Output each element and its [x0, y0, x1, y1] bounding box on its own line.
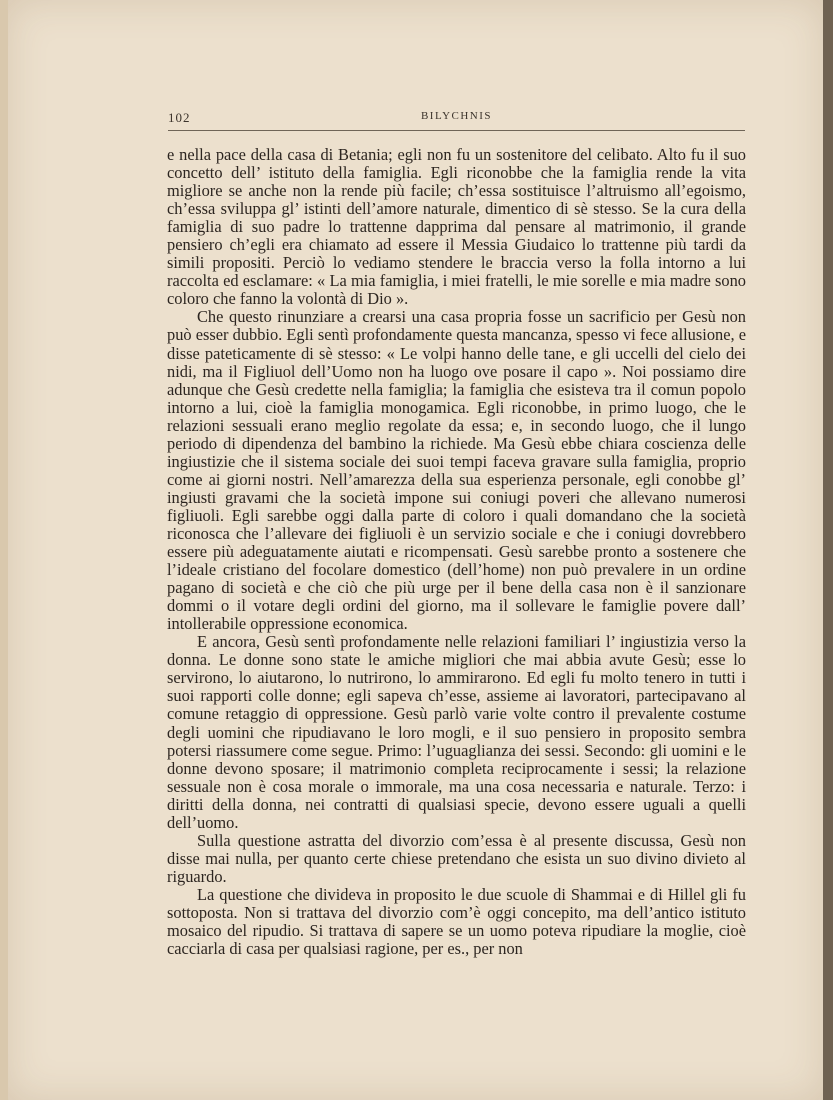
paragraph: E ancora, Gesù sentì profondamente nelle relazioni familiari l’ ingiustizia verso la donna. Le donne sono state le amiche migliori che mai abbia avute Gesù; esse lo servirono, lo aiutarono, lo nutrirono, lo ammirarono. Ed egli fu molto tenero in tutti i suoi rapporti colle donne; egli sapeva ch’esse, assieme ai lavoratori, partecipavano al comune retaggio di oppressione. Gesù parlò varie volte contro il prevalente costume degli uomini che ripudiavano le loro mogli, e il suo pensiero in proposito sembra potersi riassumere come segue. Primo: l’uguaglianza dei sessi. Secondo: gli uomini e le donne devono sposare; il matrimonio completa reciprocamente i sessi; la relazione sessuale non è cosa morale o immorale, ma una cosa necessaria e naturale. Terzo: i diritti della donna, nei contratti di qualsiasi specie, devono essere uguali a quelli dell’uomo.	[167, 632, 746, 832]
paragraph: e nella pace della casa di Betania; egli non fu un sostenitore del celibato. Alto fu il suo concetto dell’ istituto della famiglia. Egli riconobbe che la famiglia rende la vita migliore se anche non la rende più facile; ch’essa sostituisce l’altruismo all’egoismo, ch’essa sviluppa gl’ istinti dell’amore naturale, dimentico di sè stesso. Se la cura della famiglia di suo padre lo trattenne dapprima dal pensare al matrimonio, il grande pensiero ch’egli era chiamato ad essere il Messia Giudaico lo trattenne più tardi da simili propositi. Perciò lo vediamo stendere le braccia verso la folla intorno a lui raccolta ed esclamare: « La mia famiglia, i miei fratelli, le mie sorelle e mia madre sono coloro che fanno la volontà di Dio ».	[167, 145, 746, 309]
paragraph: Sulla questione astratta del divorzio com’essa è al presente discussa, Gesù non disse mai nulla, per quanto certe chiese pretendano che esista un suo divino divieto al riguardo.	[167, 830, 746, 886]
page-header	[168, 108, 745, 131]
paragraph: Che questo rinunziare a crearsi una casa propria fosse un sacrificio per Gesù non può esser dubbio. Egli sentì profondamente questa mancanza, spesso vi fece allusione, e disse pateticamente di sè stesso: « Le volpi hanno delle tane, e gli uccelli del cielo dei nidi, ma il Figliuol dell’Uomo non ha luogo ove posare il capo ». Noi possiamo dire adunque che Gesù credette nella famiglia; la famiglia che esisteva tra il comun popolo intorno a lui, cioè la famiglia monogamica. Egli riconobbe, in primo luogo, che le relazioni sessuali erano meglio regolate da essa; e, in secondo luogo, che il lungo periodo di dipendenza del bambino la richiede. Ma Gesù ebbe chiara coscienza delle ingiustizie che il sistema sociale dei suoi tempi faceva gravare sulla famiglia, proprio come ai giorni nostri. Nell’amarezza della sua esperienza personale, egli conobbe gl’ ingiusti gravami che la società impone sui coniugi poveri che allevano numerosi figliuoli. Egli sarebbe oggi dalla parte di coloro i quali domandano che la società riconosca che l’allevare dei figliuoli è un servizio sociale e che i coniugi dovrebbero essere più adeguatamente aiutati e ricompensati. Gesù sarebbe pronto a sostenere che l’ideale cristiano del focolare domestico (dell’home) non può prevalere in un ordine pagano di società e che ciò che più urge per il bene della casa non è il sanzionare dommi o il votare degli ordini del giorno, ma il sollevare le famiglie povere dall’ intollerabile oppressione economica.	[167, 307, 746, 634]
right-page-edge	[823, 0, 833, 1100]
page-number: 102	[168, 110, 191, 125]
paragraph: La questione che divideva in proposito le due scuole di Shammai e di Hillel gli fu sottoposta. Non si trattava del divorzio com’è oggi concepito, ma dell’antico istituto mosaico del ripudio. Si trattava di sapere se un uomo poteva ripudiare la moglie, cioè cacciarla di casa per qualsiasi ragione, per es., per non	[167, 884, 746, 959]
running-head: BILYCHNIS	[420, 110, 493, 122]
book-page	[8, 0, 823, 1100]
body-text	[167, 146, 746, 958]
